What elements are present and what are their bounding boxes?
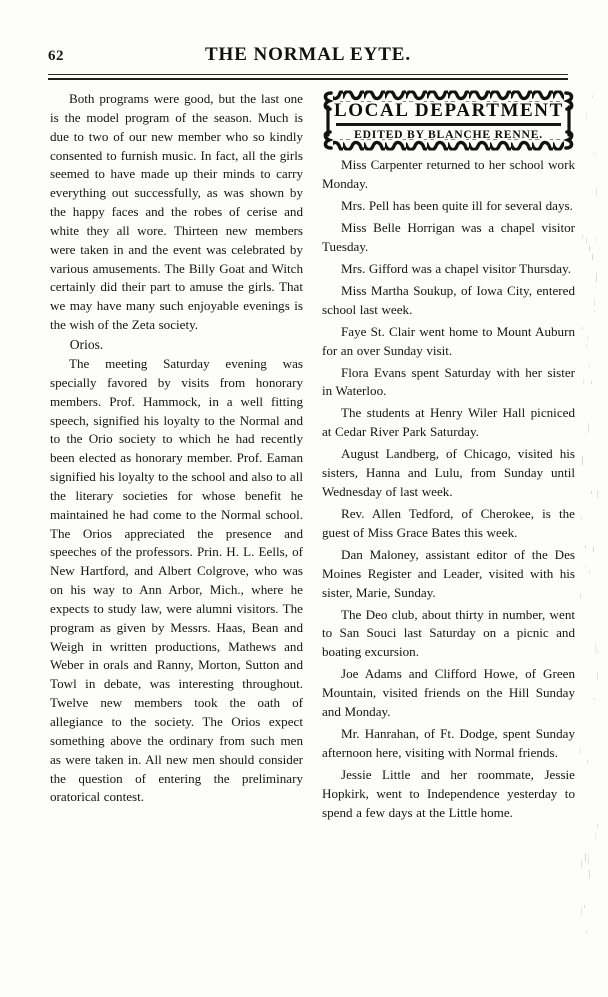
banner-editor-credit: EDITED BY BLANCHE RENNE. — [354, 128, 543, 141]
local-item: Joe Adams and Clifford Howe, of Green Mountain, visited friends on the Hill Sunday and Monday. — [322, 666, 575, 720]
local-item: Faye St. Clair went home to Mount Auburn for an over Sunday visit. — [322, 323, 575, 358]
masthead-rule-thin — [48, 74, 568, 75]
banner-title: LOCAL DEPARTMENT — [334, 100, 564, 121]
masthead — [48, 44, 568, 72]
local-item: Mrs. Gifford was a chapel visitor Thursday. — [340, 260, 572, 276]
left-column — [50, 90, 303, 807]
local-items-list — [322, 156, 575, 822]
paragraph: The meeting Saturday evening was specially favored by visits from honorary members. Prof. Hammock, in a well fitting speech, signified his loyalty to the Normal and to the Orio society to which he had recently been elected as honorary member. Prof. Eaman signified his loyalty to the school and also to all the literary societies for whose benefit he maintained he had come to the Normal school. The Orios appreciated the presence and speeches of the professors. Prin. H. L. Eells, of New Hartford, and Albert Colgrove, who was on his way to Ann Arbor, Mich., where he expects to study law, were alumni visitors. The program as given by Messrs. Haas, Bean and Weigh in written productions, Mathews and Weber in orals and Ranny, Morton, Sutton and Towl in debate, was interesting throughout. Twelve new members took the oath of allegiance to the society. The Orios expect something above the ordinary from such men as were taken in. All new men should consider the question of entering the preliminary oratorical contest. — [50, 355, 303, 805]
local-item: Miss Belle Horrigan was a chapel visitor Tuesday. — [322, 219, 575, 254]
banner-text-block — [334, 100, 563, 141]
scan-speckle-artifacts — [576, 60, 602, 960]
local-item: Miss Carpenter returned to her school work Monday. — [322, 157, 575, 191]
local-item: The Deo club, about thirty in number, went to San Souci last Saturday on a picnic and boating excursion. — [322, 606, 575, 660]
local-item: Dan Maloney, assistant editor of the Des Moines Register and Leader, visited with his sister, Marie, Sunday. — [322, 546, 575, 600]
local-item: Mr. Hanrahan, of Ft. Dodge, spent Sunday afternoon here, visiting with Normal friends. — [322, 726, 575, 760]
local-item: Jessie Little and her roommate, Jessie Hopkirk, went to Independence yesterday to spend a few days at the Little home. — [322, 766, 575, 820]
masthead-rule-thick — [48, 78, 568, 80]
local-item: Flora Evans spent Saturday with her sister in Waterloo. — [322, 364, 575, 399]
local-department-banner — [322, 90, 575, 151]
local-item: Miss Martha Soukup, of Iowa City, entered school last week. — [322, 282, 575, 317]
right-column — [322, 90, 575, 822]
paragraph: Both programs were good, but the last one is the model program of the season. Much is due to two of our new member who so kindly consented to furnish music. In fact, all the girls seemed to have made up their minds to carry everything out successfully, as was shown by the happy faces and the robes of cerise and white they all wore. Thirteen new members were taken in and the event was celebrated by various amusements. The Billy Goat and Witch certainly did their part to amuse the girls. That we may have many such enjoyable evenings is the wish of the Zeta society. — [50, 91, 303, 333]
section-heading-orios: Orios. — [69, 336, 104, 352]
publication-title: THE NORMAL EYTE. — [204, 44, 411, 65]
local-item: August Landberg, of Chicago, visited his sisters, Hanna and Lulu, from Sunday until Wednesday of last week. — [322, 446, 575, 499]
local-item: Mrs. Pell has been quite ill for several days. — [340, 197, 573, 213]
banner-divider — [336, 123, 561, 126]
page-number: 62 — [48, 48, 64, 64]
local-item: Rev. Allen Tedford, of Cherokee, is the guest of Miss Grace Bates this week. — [322, 506, 575, 540]
local-item: The students at Henry Wiler Hall picniced at Cedar River Park Saturday. — [322, 405, 575, 440]
